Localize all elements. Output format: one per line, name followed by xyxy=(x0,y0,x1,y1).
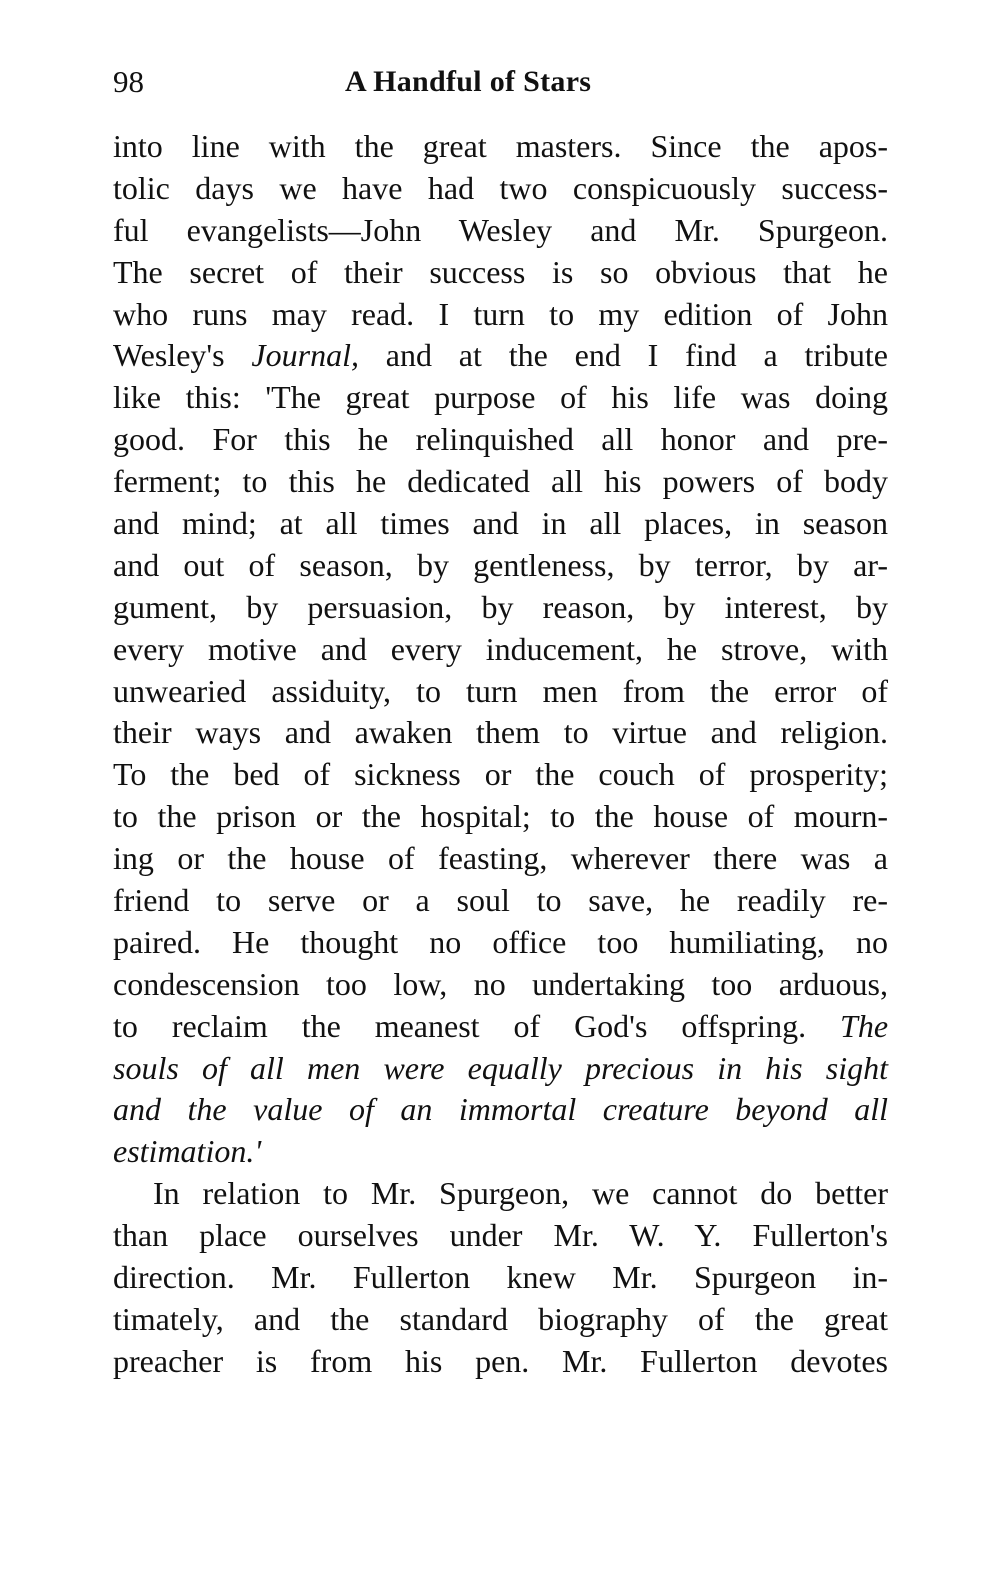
body-text xyxy=(113,126,888,1383)
text-line: to the prison or the hospital; to the house of mourn- xyxy=(113,798,888,835)
text-line: their ways and awaken them to virtue and religion. xyxy=(113,714,888,751)
running-title: A Handful of Stars xyxy=(345,65,592,98)
text-line: good. For this he relinquished all honor and pre- xyxy=(113,421,888,458)
page-number: 98 xyxy=(113,64,144,99)
text-line: gument, by persuasion, by reason, by interest, by xyxy=(113,588,888,625)
text-line: To the bed of sickness or the couch of prosperity; xyxy=(113,756,888,793)
paragraph-start-line: In relation to Mr. Spurgeon, we cannot do better xyxy=(153,1175,888,1212)
text-line-italic: and the value of an immortal creature beyond all xyxy=(113,1091,888,1128)
text-line-italic: estimation.' xyxy=(113,1133,262,1170)
text-line: direction. Mr. Fullerton knew Mr. Spurgeon in- xyxy=(113,1259,888,1296)
journal-title: Journal, xyxy=(251,337,359,374)
text-line: ful evangelists—John Wesley and Mr. Spurgeon. xyxy=(113,211,888,248)
text-line: and mind; at all times and in all places, in season xyxy=(113,505,888,542)
text-line: timately, and the standard biography of the great xyxy=(113,1300,888,1337)
text-line: and out of season, by gentleness, by terror, by ar- xyxy=(113,546,888,583)
text-line: tolic days we have had two conspicuously success- xyxy=(113,169,888,206)
text-line: every motive and every inducement, he strove, with xyxy=(113,630,888,667)
text-line: than place ourselves under Mr. W. Y. Fullerton's xyxy=(113,1217,888,1254)
text-line: condescension too low, no undertaking too arduous, xyxy=(113,965,888,1002)
text-line: ferment; to this he dedicated all his powers of body xyxy=(113,463,888,500)
text-line: friend to serve or a soul to save, he readily re- xyxy=(113,882,888,919)
text-line: unwearied assiduity, to turn men from the error of xyxy=(113,672,888,709)
text-line xyxy=(113,335,888,377)
text-line: into line with the great masters. Since the apos- xyxy=(113,128,888,164)
text-line: like this: 'The great purpose of his life was doing xyxy=(113,379,888,416)
text-line: paired. He thought no office too humiliating, no xyxy=(113,923,888,960)
text-segment: Wesley's xyxy=(113,337,225,374)
text-line xyxy=(113,1006,888,1048)
text-segment: to reclaim the meanest of God's offspring. xyxy=(113,1007,807,1044)
text-segment: and at the end I find a tribute xyxy=(385,337,888,374)
running-head xyxy=(113,62,888,106)
text-line: who runs may read. I turn to my edition of John xyxy=(113,295,888,332)
text-line-italic: souls of all men were equally precious in his sight xyxy=(113,1049,888,1086)
italic-segment: The xyxy=(840,1007,889,1044)
text-line: preacher is from his pen. Mr. Fullerton devotes xyxy=(113,1342,888,1379)
text-line: The secret of their success is so obvious that he xyxy=(113,253,888,290)
text-line: ing or the house of feasting, wherever there was a xyxy=(113,840,888,877)
